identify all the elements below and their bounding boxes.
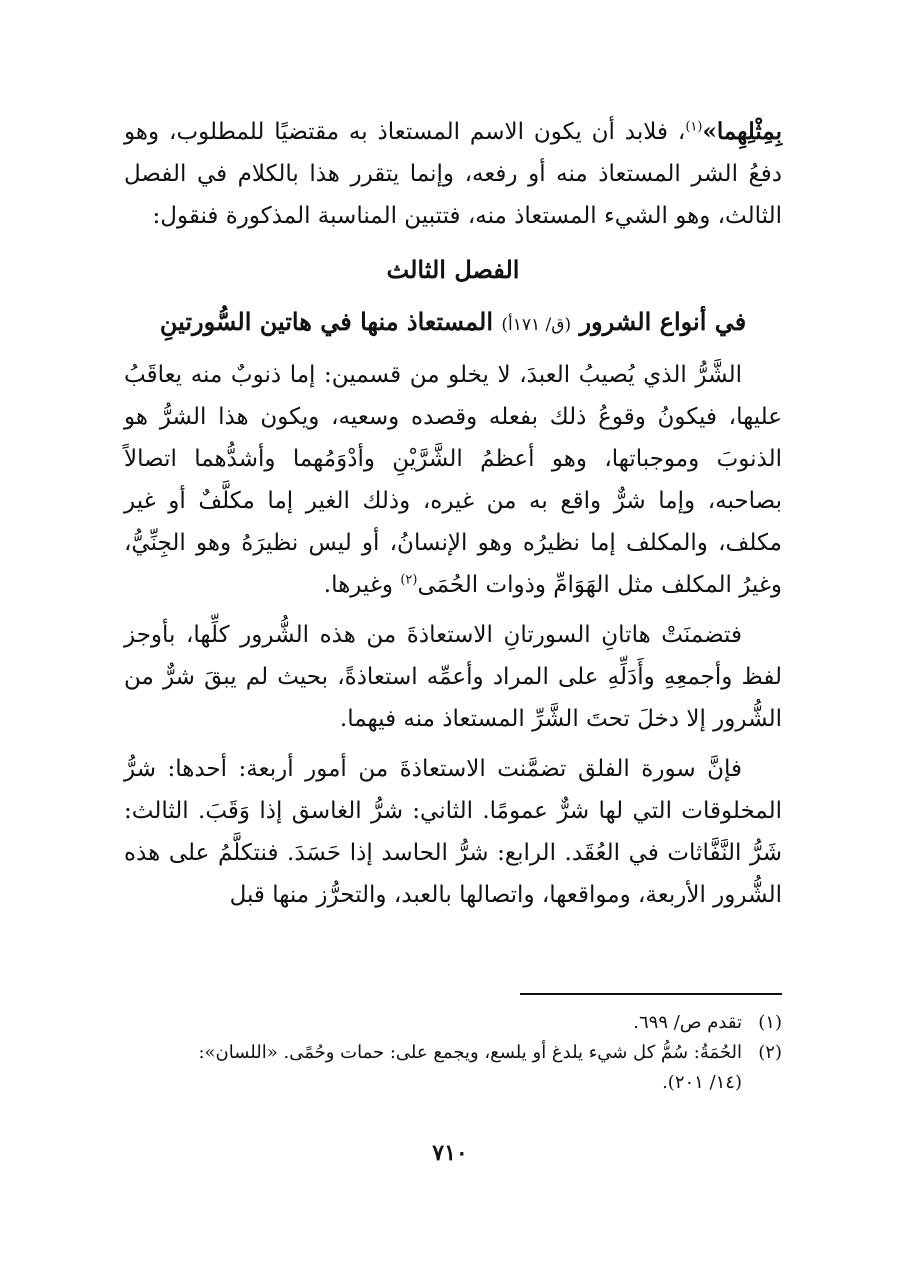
footnote-separator [520,993,782,995]
section-heading [124,301,782,346]
footnote-2-number: (٢) [758,1042,782,1063]
chapter-heading: الفصل الثالث [386,255,520,284]
paragraph-intro [124,111,782,237]
footnote-ref-1: (١) [685,119,703,135]
paragraph-evil-types-end: وغيرها. [323,572,401,598]
footnote-1-number: (١) [758,1012,782,1033]
footnotes [124,1008,782,1098]
main-text [124,111,782,916]
paragraph-two-surahs: فتضمنَتْ هاتانِ السورتانِ الاستعاذةَ من هذه الشُّرور كلِّها، بأوجز لفظ وأجمعِهِ وأَدَلِّهِ على المراد وأعمِّه استعاذةً، بحيث لم يبقَ شرٌّ من الشُّرور إلا دخلَ تحتَ الشَّرِّ المستعاذ منه فيهما. [124,622,782,732]
quote-end: بِمِثْلِهِما» [702,118,782,145]
page-number: ٧١٠ [432,1140,468,1166]
footnote-1-text: تقدم ص/ ٦٩٩. [633,1012,742,1033]
intro-line-1: ، فلابد أن يكون الاسم المستعاذ به مقتضيًا للمطلوب، [169,119,686,145]
footnote-2-continuation: (١٤/ ٢٠١). [662,1072,742,1093]
section-heading-part-b: المستعاذ منها في هاتين السُّورتينِ [159,307,493,336]
paragraph-evil-types [124,354,782,606]
section-heading-part-a: في أنواع الشرور [579,307,747,336]
intro-rest: وهو دفعُ الشر المستعاذ منه أو رفعه، وإنما يتقرر هذا بالكلام في الفصل الثالث، وهو الشيء المستعاذ منه، فتتبين المناسبة المذكورة فنقول: [124,119,782,229]
footnote-2 [124,1038,782,1068]
paragraph-evil-types-text: الشَّرُّ الذي يُصيبُ العبدَ، لا يخلو من قسمين: إما ذنوبٌ منه يعاقَبُ عليها، فيكونُ وقوعُ ذلك بفعله وقصده وسعيه، ويكون هذا الشرُّ هو الذنوبَ وموجباتها، وهو أعظمُ الشَّرَّيْنِ وأدْوَمُهما وأشدُّهما اتصالاً بصاحبه، وإما شرٌّ واقع به من غيره، وذلك الغير إما مكلَّفٌ أو غير مكلف، والمكلف إما نظيرُه وهو الإنسانُ، أو ليس نظيرَهُ وهو الجِنِّيُّ، وغيرُ المكلف مثل الهَوَامِّ وذوات الحُمَى [124,362,782,598]
footnote-1 [124,1008,782,1038]
footnote-2-text: الحُمَةُ: سُمُّ كل شيء يلدغ أو يلسع، ويجمع على: حمات وحُمًى. «اللسان»: [198,1042,742,1063]
paragraph-surah-falaq: فإنَّ سورة الفلق تضمَّنت الاستعاذةَ من أمور أربعة: أحدها: شرُّ المخلوقات التي لها شرٌّ عمومًا. الثاني: شرُّ الغاسق إذا وَقَبَ. الثالث: شَرُّ النَّفَّاثات في العُقَد. الرابع: شرُّ الحاسد إذا حَسَدَ. فنتكلَّمُ على هذه الشُّرور الأربعة، ومواقعها، واتصالها بالعبد، والتحرُّز منها قبل [124,756,782,908]
manuscript-ref: (ق/ ١٧١أ) [501,315,572,335]
footnote-ref-2: (٢) [400,572,418,588]
